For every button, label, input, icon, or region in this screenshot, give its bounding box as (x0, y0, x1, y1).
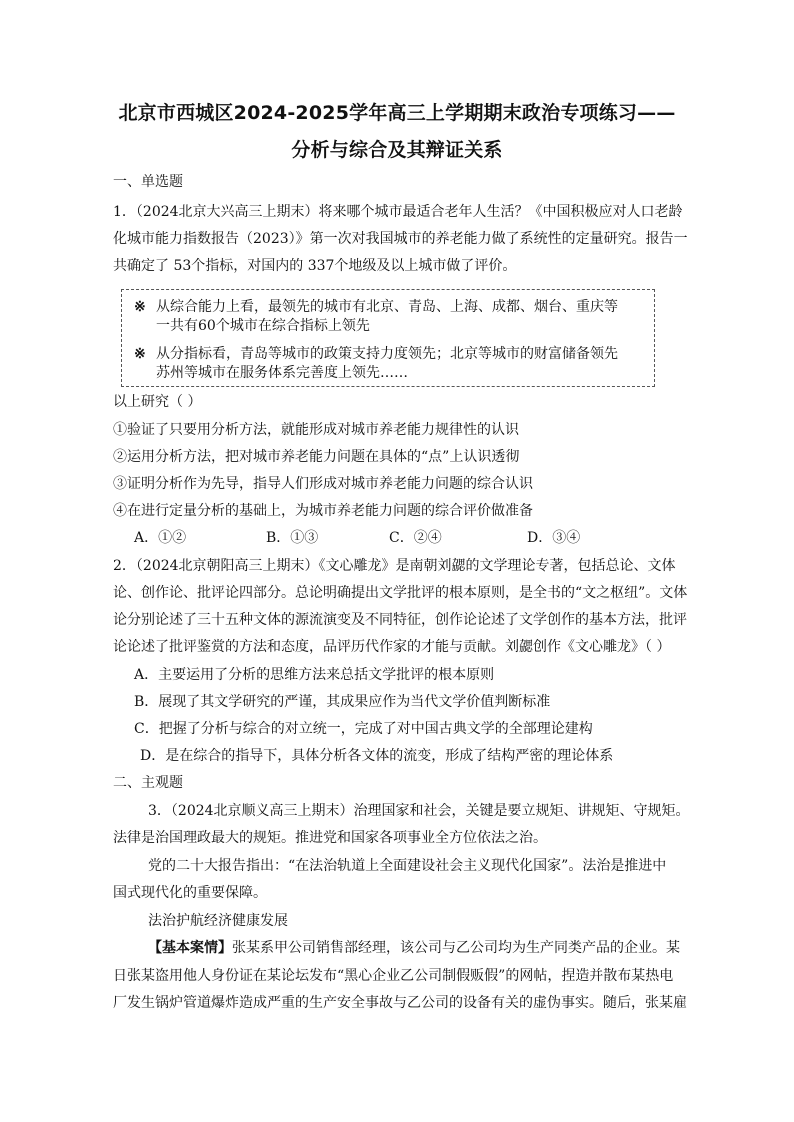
box-item-2 (134, 345, 618, 364)
q1-stem: 以上研究（ ） (113, 394, 202, 410)
q2-line-1: 2．（2024北京朝阳高三上期末）《文心雕龙》是南朝刘勰的文学理论专著，包括总论、文体 (113, 558, 676, 574)
q1-statement-1: ①验证了只要用分析方法，就能形成对城市养老能力规律性的认识 (113, 422, 519, 438)
q3-line-1: 3．（2024北京顺义高三上期末）治理国家和社会，关键是要立规矩、讲规矩、守规矩。 (148, 803, 690, 819)
box-item-2-text-a: 从分指标看，青岛等城市的政策支持力度领先；北京等城市的财富储备领先 (156, 346, 618, 362)
q1-option-d: D．③④ (527, 530, 581, 546)
reference-mark-icon: ※ (134, 299, 146, 315)
q3-line-4: 国式现代化的重要保障。 (113, 885, 267, 901)
q2-option-d: D．是在综合的指导下，具体分析各文体的流变，形成了结构严密的理论体系 (140, 748, 614, 764)
q1-statement-2: ②运用分析方法，把对城市养老能力问题在具体的“点”上认识透彻 (113, 449, 520, 465)
section-heading-subjective: 二、主观题 (113, 775, 183, 791)
box-item-1-text-a: 从综合能力上看，最领先的城市有北京、青岛、上海、成都、烟台、重庆等 (156, 299, 618, 315)
q1-option-a: A．①② (134, 530, 187, 546)
q3-line-3: 党的二十大报告指出：“在法治轨道上全面建设社会主义现代化国家”。法治是推进中 (148, 858, 667, 874)
q3-line-2: 法律是治国理政最大的规矩。推进党和国家各项事业全方位依法之治。 (113, 830, 547, 846)
box-item-1 (134, 298, 618, 317)
q1-statement-3: ③证明分析作为先导，指导人们形成对城市养老能力问题的综合认识 (113, 476, 533, 492)
q1-statement-4: ④在进行定量分析的基础上，为城市养老能力问题的综合评价做准备 (113, 503, 533, 519)
reference-mark-icon: ※ (134, 346, 146, 362)
q2-line-2: 论、创作论、批评论四部分。总论明确提出文学批评的根本原则，是全书的“文之枢纽”。文体 (113, 585, 688, 601)
q3-case-line-3: 厂发生锅炉管道爆炸造成严重的生产安全事故与乙公司的设备有关的虚伪事实。随后，张某雇 (113, 995, 687, 1011)
q3-case-line-1 (148, 938, 680, 958)
q2-line-3: 论分别论述了三十五种文体的源流演变及不同特征，创作论论述了文学创作的基本方法，批评 (113, 612, 687, 628)
box-item-2-text-b: 苏州等城市在服务体系完善度上领先…… (156, 365, 408, 381)
case-text: 张某系甲公司销售部经理，该公司与乙公司均为生产同类产品的企业。某 (232, 940, 680, 956)
q2-option-a: A．主要运用了分析的思维方法来总括文学批评的根本原则 (134, 667, 495, 683)
q2-option-b: B．展现了其文学研究的严谨，其成果应作为当代文学价值判断标准 (134, 694, 551, 710)
section-heading-single-choice: 一、单选题 (113, 174, 183, 190)
q1-option-c: C．②④ (389, 530, 442, 546)
document-title-line-1: 北京市西城区2024-2025学年高三上学期期末政治专项练习—— (118, 102, 676, 124)
q3-case-line-2: 日张某盗用他人身份证在某论坛发布“黑心企业乙公司制假贩假”的网帖，捏造并散布某热电 (113, 968, 674, 984)
q1-line-2: 化城市能力指数报告（2023）》第一次对我国城市的养老能力做了系统性的定量研究。报告一 (113, 231, 688, 247)
q1-info-box (121, 289, 655, 387)
q1-line-3: 共确定了 53个指标，对国内的 337个地级及以上城市做了评价。 (113, 258, 517, 274)
q2-option-c: C．把握了分析与综合的对立统一，完成了对中国古典文学的全部理论建构 (134, 721, 593, 737)
q1-line-1: 1．（2024北京大兴高三上期末）将来哪个城市最适合老年人生活？《中国积极应对人口老龄 (113, 204, 683, 220)
box-item-1-text-b: 一共有60个城市在综合指标上领先 (156, 318, 370, 334)
case-label: 【基本案情】 (148, 940, 232, 956)
q3-subheading: 法治护航经济健康发展 (148, 913, 288, 929)
q2-line-4: 论论述了批评鉴赏的方法和态度，品评历代作家的才能与贡献。刘勰创作《文心雕龙》（ ） (113, 639, 671, 655)
document-title-line-2: 分析与综合及其辩证关系 (291, 139, 503, 161)
q1-option-b: B．①③ (266, 530, 319, 546)
